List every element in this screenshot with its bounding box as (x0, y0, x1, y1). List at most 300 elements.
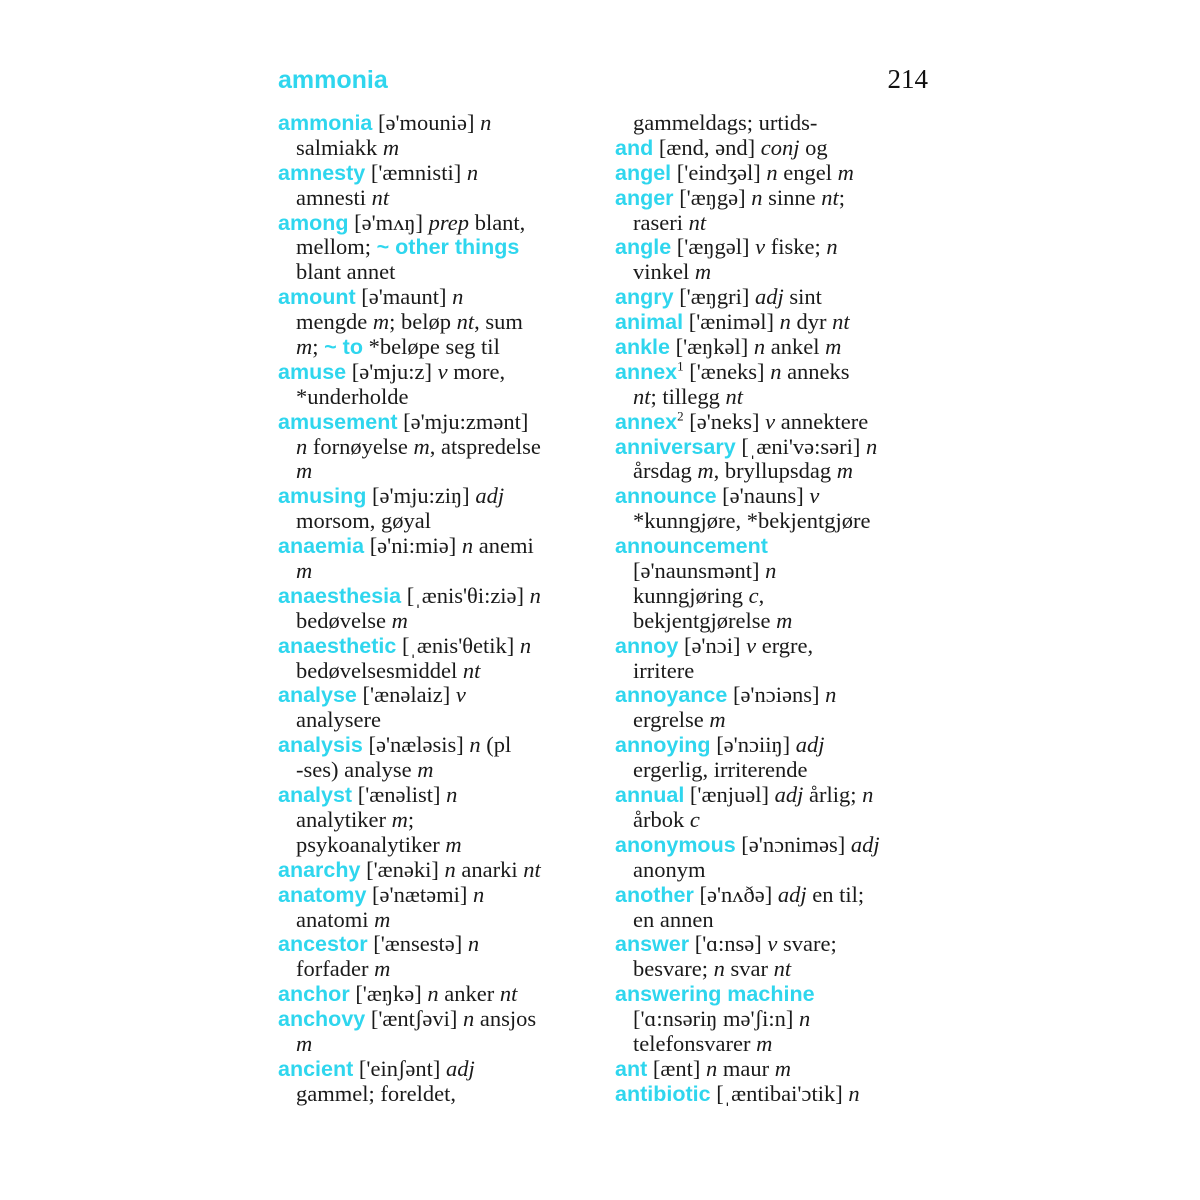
grammar-label: n (427, 981, 439, 1007)
headword: annoyance (615, 683, 728, 708)
grammar-label: n (798, 1006, 811, 1032)
headword: analyse (278, 683, 357, 708)
grammar-label: v (455, 682, 466, 708)
entry-continuation-line (615, 858, 933, 883)
entry-continuation-line (278, 1032, 596, 1057)
grammar-label: n (529, 582, 541, 608)
grammar-label: c (748, 582, 759, 608)
entry-text: ['ænsestə] (367, 931, 468, 957)
headword: among (278, 210, 349, 235)
entry-text: *beløpe seg til (362, 334, 500, 360)
entry-continuation-line (615, 609, 933, 634)
entry-continuation-line (278, 659, 596, 684)
entry-continuation-line (615, 509, 933, 534)
entry-text: årlig; (803, 782, 863, 808)
entry-text: annektere (775, 408, 869, 434)
entry-text: ['ɑ:nsəriŋ mə'ʃi:n] (633, 1006, 799, 1032)
entry-line (615, 335, 933, 360)
entry-text: , (758, 582, 765, 608)
entry-line (615, 435, 933, 460)
entry-text: en annen (633, 906, 714, 932)
grammar-label: n (862, 782, 874, 808)
entry-text: raseri (633, 209, 689, 235)
grammar-label: nt (633, 383, 651, 409)
entry-continuation-line (615, 385, 933, 410)
grammar-label: n (753, 334, 766, 360)
entry-line (278, 410, 596, 435)
entry-text: *underholde (296, 383, 409, 409)
entry-continuation-line (278, 310, 596, 335)
headword: anaesthesia (278, 583, 402, 608)
entry-text: ; (407, 806, 415, 832)
grammar-label: m (694, 259, 712, 285)
entry-continuation-line (615, 260, 933, 285)
entry-line (615, 484, 933, 509)
entry-text: bekjentgjørelse (633, 607, 777, 633)
entry-continuation-line (278, 385, 596, 410)
entry-text: anonym (633, 856, 706, 882)
page-number: 214 (887, 64, 928, 94)
entry-text: fornøyelse (307, 433, 414, 459)
headword: ~ other things (376, 235, 520, 260)
entry-text: ['æŋkəl] (669, 334, 754, 360)
entry-text: svar (724, 956, 774, 982)
entry-line (615, 783, 933, 808)
headword: ankle (615, 335, 670, 360)
entry-text: ['ænəki] (360, 856, 445, 882)
headword: anniversary (615, 434, 736, 459)
entry-text: svare; (777, 931, 837, 957)
entry-line (278, 634, 596, 659)
entry-text: amnesti (296, 184, 372, 210)
entry-text: sinne (762, 184, 822, 210)
entry-line (615, 683, 933, 708)
entry-continuation-line (278, 708, 596, 733)
entry-line (615, 634, 933, 659)
entry-continuation-line (615, 1007, 933, 1032)
grammar-label: n (825, 682, 837, 708)
entry-text: [ə'nʌðə] (693, 881, 778, 907)
entry-continuation-line (615, 211, 933, 236)
headword: amusing (278, 484, 367, 509)
entry-text: ergrelse (633, 707, 710, 733)
grammar-label: n (463, 1006, 475, 1032)
headword: answer (615, 932, 690, 957)
entry-text: dyr (790, 309, 833, 335)
headword: anaesthetic (278, 633, 397, 658)
entry-line (278, 683, 596, 708)
entry-text: [ə'mju:z] (346, 358, 438, 384)
right-column (615, 111, 933, 1107)
entry-line (278, 932, 596, 957)
headword: annex (615, 359, 678, 384)
entry-text: [ˌænis'θetik] (396, 632, 520, 658)
entry-text: ; tillegg (650, 383, 726, 409)
entry-line (278, 858, 596, 883)
entry-line (615, 285, 933, 310)
entry-text: blant, (469, 209, 526, 235)
grammar-label: m (697, 458, 714, 484)
headword: annoy (615, 633, 679, 658)
headword: announce (615, 484, 717, 509)
entry-text: [ə'mju:ziŋ] (366, 483, 476, 509)
grammar-label: v (746, 632, 757, 658)
headword: anaemia (278, 534, 365, 559)
grammar-label: m (417, 757, 434, 783)
entry-text: ['æŋgə] (673, 184, 752, 210)
entry-text: [ə'nɔiəns] (727, 682, 826, 708)
entry-line (278, 285, 596, 310)
entry-line (278, 1007, 596, 1032)
entry-text: maur (717, 1055, 775, 1081)
page-header (278, 64, 930, 98)
grammar-label: v (437, 358, 448, 384)
entry-continuation-line (278, 136, 596, 161)
grammar-label: v (809, 483, 820, 509)
entry-continuation-line (615, 957, 933, 982)
grammar-label: nt (456, 309, 475, 335)
entry-text: ['ænəlaiz] (356, 682, 456, 708)
headword: analyst (278, 783, 353, 808)
entry-line (278, 584, 596, 609)
entry-text: mengde (296, 309, 373, 335)
dictionary-page (278, 64, 930, 1124)
grammar-label: m (445, 831, 462, 857)
entry-text: telefonsvarer (633, 1030, 757, 1056)
headword: annex (615, 409, 678, 434)
entry-line (278, 211, 596, 236)
headword: ~ to (324, 335, 363, 360)
entry-text: [ænt] (647, 1055, 706, 1081)
grammar-label: v (765, 408, 776, 434)
entry-line (615, 833, 933, 858)
grammar-label: m (296, 558, 313, 584)
headword: amount (278, 285, 356, 310)
entry-text: ['æneks] (683, 358, 771, 384)
grammar-label: m (374, 906, 391, 932)
entry-text: ergerlig, irriterende (633, 757, 808, 783)
grammar-label: n (706, 1055, 718, 1081)
entry-text: *kunngjøre, *bekjentgjøre (633, 508, 871, 534)
entry-continuation-line (615, 808, 933, 833)
headword: anchor (278, 982, 350, 1007)
entry-text: [ə'naunsmənt] (633, 558, 766, 584)
grammar-label: m (372, 309, 390, 335)
entry-text: morsom, gøyal (296, 508, 431, 534)
grammar-label: m (825, 334, 842, 360)
entry-text: [ˌænis'θi:ziə] (401, 582, 530, 608)
grammar-label: adj (850, 831, 880, 857)
entry-text: anemi (473, 533, 534, 559)
entry-text: psykoanalytiker (296, 831, 446, 857)
entry-line (278, 484, 596, 509)
entry-continuation-line (278, 957, 596, 982)
entry-text: forfader (296, 956, 375, 982)
entry-continuation-line (278, 908, 596, 933)
headword: angel (615, 160, 672, 185)
grammar-label: n (472, 881, 485, 907)
entry-text: [ə'næləsis] (362, 732, 470, 758)
grammar-label: nt (821, 184, 839, 210)
entry-text: analytiker (296, 806, 392, 832)
entry-text: ; (312, 334, 325, 360)
entry-text: more, (447, 358, 506, 384)
entry-line (615, 136, 933, 161)
grammar-label: n (779, 309, 791, 335)
entry-text: fiske; (765, 234, 827, 260)
headword: amuse (278, 359, 347, 384)
entry-line (615, 360, 933, 385)
headword: ammonia (278, 111, 373, 135)
grammar-label: n (444, 856, 456, 882)
entry-continuation-line (615, 559, 933, 584)
entry-continuation-line (615, 758, 933, 783)
entry-text: [ə'neks] (683, 408, 766, 434)
entry-line (278, 783, 596, 808)
grammar-label: nt (523, 856, 541, 882)
entry-continuation-line (615, 908, 933, 933)
grammar-label: n (467, 931, 480, 957)
grammar-label: n (452, 284, 464, 310)
grammar-label: n (751, 184, 763, 210)
grammar-label: m (776, 607, 793, 633)
headword: anarchy (278, 857, 361, 882)
grammar-label: m (837, 159, 854, 185)
headword: amnesty (278, 160, 366, 185)
entry-text: årsdag (633, 458, 698, 484)
entry-continuation-line (278, 235, 596, 260)
entry-line (615, 410, 933, 435)
headword: annual (615, 783, 685, 808)
entry-line (278, 360, 596, 385)
entry-text: ['ɑ:nsə] (689, 931, 768, 957)
headword: analysis (278, 733, 363, 758)
entry-text: besvare; (633, 956, 714, 982)
entry-text: ; (838, 184, 846, 210)
entry-line (278, 111, 596, 136)
grammar-label: adj (795, 732, 825, 758)
entry-line (615, 1057, 933, 1082)
grammar-label: n (848, 1080, 860, 1106)
headword: anatomy (278, 882, 367, 907)
entry-text: ; beløp (389, 309, 457, 335)
entry-text: anarki (455, 856, 524, 882)
entry-text: [ˌæni'və:səri] (735, 433, 866, 459)
grammar-label: n (713, 956, 725, 982)
entry-text: ['æŋkə] (349, 981, 428, 1007)
entry-text: (pl (480, 732, 512, 758)
entry-line (278, 1057, 596, 1082)
entry-text: [ə'mʌŋ] (348, 209, 429, 235)
entry-continuation-line (278, 459, 596, 484)
entry-text: [ə'nɔi] (678, 632, 747, 658)
entry-text: engel (777, 159, 838, 185)
entry-line (615, 932, 933, 957)
grammar-label: nt (499, 981, 518, 1007)
headword: anger (615, 185, 674, 210)
entry-continuation-line (615, 459, 933, 484)
entry-text: ['eindʒəl] (671, 159, 767, 185)
entry-continuation-line (278, 260, 596, 285)
entry-continuation-line (278, 1082, 596, 1107)
entry-text: ['æniməl] (683, 309, 780, 335)
entry-text: [ænd, ənd] (653, 134, 761, 160)
grammar-label: prep (428, 209, 470, 235)
entry-text: ['æŋgri] (673, 284, 755, 310)
entry-text: -ses) analyse (296, 757, 418, 783)
headword: anonymous (615, 832, 736, 857)
guide-word: ammonia (278, 66, 388, 94)
entry-text: [ə'nɔniməs] (735, 831, 851, 857)
entry-text: [ə'maunt] (355, 284, 453, 310)
entry-continuation-line (278, 609, 596, 634)
grammar-label: m (836, 458, 853, 484)
entry-text: kunngjøring (633, 582, 749, 608)
grammar-label: v (767, 931, 778, 957)
entry-text: [ˌæntibai'ɔtik] (710, 1080, 849, 1106)
headword: ancient (278, 1056, 354, 1081)
entry-text: , sum (474, 309, 523, 335)
entry-continuation-line (278, 435, 596, 460)
headword: ant (615, 1056, 648, 1081)
grammar-label: m (709, 707, 726, 733)
entry-text: [ə'ni:miə] (364, 533, 462, 559)
entry-text: salmiakk (296, 134, 383, 160)
entry-line (278, 534, 596, 559)
entry-text: [ə'nauns] (716, 483, 810, 509)
entry-continuation-line (278, 559, 596, 584)
entry-text: gammel; foreldet, (296, 1080, 456, 1106)
headword: and (615, 135, 654, 160)
entry-text: sint (783, 284, 822, 310)
headword: announcement (615, 534, 768, 559)
grammar-label: n (765, 558, 777, 584)
entry-line (615, 733, 933, 758)
grammar-label: nt (725, 383, 744, 409)
entry-text: , atspredelse (429, 433, 541, 459)
headword: anchovy (278, 1007, 366, 1032)
grammar-label: adj (446, 1055, 475, 1081)
grammar-label: nt (688, 209, 707, 235)
entry-text: anker (438, 981, 500, 1007)
grammar-label: m (296, 334, 313, 360)
entry-line (615, 982, 933, 1007)
entry-text: ['einʃənt] (353, 1055, 447, 1081)
grammar-label: n (469, 732, 481, 758)
entry-text: vinkel (633, 259, 695, 285)
grammar-label: m (774, 1055, 791, 1081)
entry-text: anatomi (296, 906, 375, 932)
entry-text: gammeldags; urtids- (633, 110, 818, 135)
entry-continuation-line (615, 1032, 933, 1057)
entry-text: , bryllupsdag (713, 458, 837, 484)
entry-line (615, 235, 933, 260)
entry-text: [ə'mouniə] (372, 110, 481, 135)
entry-text: ergre, (756, 632, 814, 658)
grammar-label: n (466, 159, 479, 185)
headword: antibiotic (615, 1081, 711, 1106)
grammar-label: adj (475, 483, 505, 509)
entry-text: [ə'nɔiiŋ] (710, 732, 796, 758)
entry-line (615, 161, 933, 186)
entry-continuation-line (278, 833, 596, 858)
entry-text: en til; (806, 881, 865, 907)
entry-text: irritere (633, 657, 695, 683)
entry-continuation-line (278, 509, 596, 534)
entry-line (615, 310, 933, 335)
headword: amusement (278, 409, 398, 434)
entry-text: bedøvelsesmiddel (296, 657, 463, 683)
grammar-label: n (296, 433, 308, 459)
entry-line (278, 982, 596, 1007)
grammar-label: nt (462, 657, 481, 683)
entry-text: ['ænəlist] (352, 782, 447, 808)
entry-text: ['æmnisti] (365, 159, 467, 185)
grammar-label: n (865, 433, 878, 459)
entry-continuation-line (615, 584, 933, 609)
grammar-label: n (480, 110, 492, 135)
entry-text: ['æŋgəl] (671, 234, 756, 260)
entry-line (278, 733, 596, 758)
entry-text: [ə'mju:zmənt] (397, 408, 529, 434)
entry-text: mellom; (296, 234, 377, 260)
grammar-label: m (391, 806, 408, 832)
grammar-label: nt (371, 184, 390, 210)
entry-text: [ə'nætəmi] (366, 881, 473, 907)
entry-text: ['æntʃəvi] (365, 1006, 464, 1032)
homonym-number: 2 (677, 408, 684, 424)
headword: angle (615, 235, 672, 260)
entry-text: analysere (296, 707, 381, 733)
entry-line (615, 883, 933, 908)
headword: annoying (615, 733, 711, 758)
grammar-label: nt (832, 309, 850, 335)
grammar-label: adj (754, 284, 784, 310)
entry-text: bedøvelse (296, 607, 392, 633)
entry-continuation-line (615, 659, 933, 684)
grammar-label: m (296, 1030, 313, 1056)
grammar-label: nt (773, 956, 792, 982)
left-column (278, 111, 596, 1107)
grammar-label: adj (774, 782, 804, 808)
entry-continuation-line (278, 808, 596, 833)
entry-continuation-line (615, 111, 933, 136)
grammar-label: m (756, 1030, 773, 1056)
entry-text: blant annet (296, 259, 396, 285)
grammar-label: m (391, 607, 408, 633)
grammar-label: c (689, 806, 700, 832)
entry-text: ansjos (474, 1006, 537, 1032)
grammar-label: v (755, 234, 766, 260)
headword: angry (615, 285, 674, 310)
grammar-label: n (766, 159, 778, 185)
headword: animal (615, 310, 684, 335)
entry-line (615, 534, 933, 559)
grammar-label: adj (777, 881, 807, 907)
entry-continuation-line (278, 758, 596, 783)
entry-continuation-line (615, 708, 933, 733)
entry-text: årbok (633, 806, 690, 832)
grammar-label: n (770, 358, 782, 384)
entry-line (278, 883, 596, 908)
entry-text: ankel (765, 334, 826, 360)
headword: another (615, 882, 694, 907)
grammar-label: m (413, 433, 430, 459)
grammar-label: m (382, 134, 400, 160)
entry-continuation-line (278, 335, 596, 360)
entry-line (278, 161, 596, 186)
grammar-label: n (446, 782, 458, 808)
